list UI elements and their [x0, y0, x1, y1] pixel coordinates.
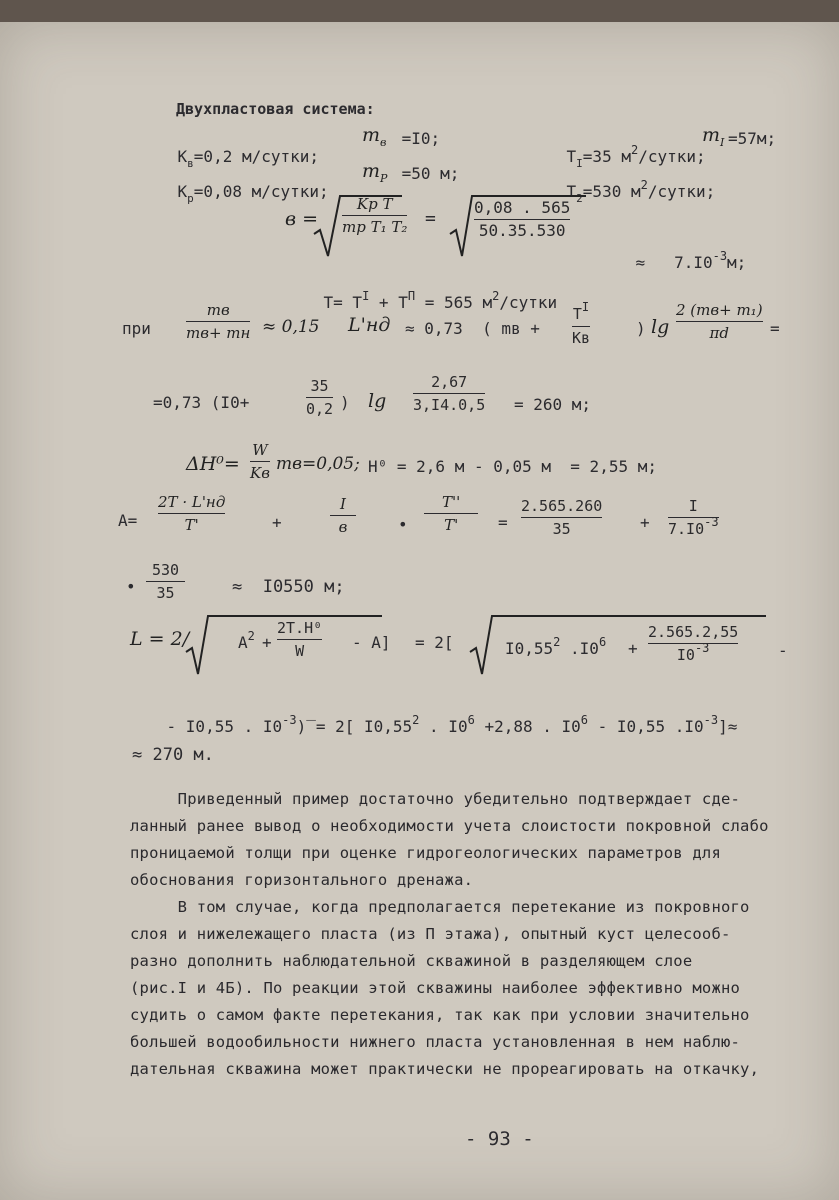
- eq-A-frac2: I в: [330, 494, 356, 537]
- paragraph-line-9: судить о самом факте перетекания, так как при условии значительно: [130, 1006, 750, 1024]
- eq-L-eq2: = 2[: [415, 633, 454, 652]
- eq-L-v1: I0,55$^2$ $.I0^6$: [505, 635, 607, 658]
- paragraph-line-8: (рис.I и 4Б). По реакции этой скважины наиболее эффективно можно: [130, 979, 741, 997]
- paragraph-line-6: слоя и нижележащего пласта (из П этажа), опытный куст целесооб-: [130, 925, 731, 943]
- lnd-symbol: L'нд: [348, 314, 391, 336]
- eq-L-minus-a: - A]: [352, 633, 391, 652]
- eq-10550-dot: •: [126, 577, 136, 596]
- eq-pri-close: ): [636, 319, 646, 338]
- eq-10550-result: ≈ I0550 м;: [232, 577, 345, 597]
- eq-pri-frac: mв mв+ mн: [186, 301, 251, 342]
- eq-260-start: =0,73 (I0+: [153, 393, 250, 412]
- eq-260-frac: 35 0,2: [306, 377, 334, 418]
- eq-260-close: ): [340, 393, 350, 412]
- eq-b-result: ≈ $7.I0^{-3}м$;: [635, 249, 747, 272]
- paragraph-line-10: большей водообильности нижнего пласта установленная в нем наблю-: [130, 1033, 741, 1051]
- paragraph-line-4: обоснования горизонтального дренажа.: [130, 871, 474, 889]
- eq-L-a2: $A^2$: [238, 629, 255, 652]
- eq-L-plus: +: [262, 633, 272, 652]
- kv-subscript: в: [187, 157, 194, 170]
- kv-value: =0,2 м/сутки;: [193, 147, 320, 166]
- eq-b-frac1: Kр T mр T₁ T₂: [342, 195, 408, 236]
- mp-symbol: $m_P$: [362, 160, 388, 185]
- eq-A-frac1: 2T · L'нд T': [158, 493, 226, 534]
- mv-symbol: $m_в$: [362, 124, 387, 149]
- eq-pri-approx: ≈ 0,15: [262, 317, 320, 337]
- lg-symbol: lg: [651, 316, 670, 338]
- m1-symbol: $m_I$: [702, 124, 725, 149]
- kv-symbol: К: [177, 147, 188, 166]
- eq-A-frac4: 2.565.260 35: [521, 497, 603, 538]
- eq-A-equals: =: [498, 513, 508, 532]
- eq-L3: ≈ 270 м.: [132, 745, 214, 765]
- eq-L-frac2: 2.565.2,55 $I0^{-3}$: [648, 623, 739, 664]
- document-page: [0, 22, 839, 1200]
- page-number: - 93 -: [465, 1128, 534, 1150]
- eq-L-frac: 2T.H⁰ W: [277, 619, 323, 660]
- paragraph-line-1: Приведенный пример достаточно убедительно подтверждает сде-: [130, 790, 741, 808]
- eq-L2: - I0,55 . $I0^{-3})̅ = 2$[ I0,55$^2$ . $I0^6 +2,88$ . $I0^6 - I0,55$ $.I0^{-3}]\approx$: [166, 713, 738, 736]
- eq-pri-tfrac: $T^I$ Kв: [572, 300, 591, 347]
- eq-pri-word: при: [122, 319, 151, 338]
- eq-A-plus: +: [272, 513, 282, 532]
- eq-A-plus2: +: [640, 513, 650, 532]
- eq-pri-lgfrac: 2 (mв+ m₁) πd: [676, 301, 763, 342]
- section-heading: Двухпластовая система:: [176, 100, 375, 118]
- eq-pri-tail: =: [770, 319, 780, 338]
- eq-b-equals: =: [425, 208, 436, 229]
- eq-10550-frac: 530 35: [146, 560, 185, 603]
- paragraph-line-2: ланный ранее вывод о необходимости учета слоистости покровной слабо: [130, 817, 769, 835]
- mv-value: =I0;: [392, 129, 441, 148]
- eq-dH-lhs: ΔH⁰=: [186, 453, 240, 475]
- eq-dH-rest: H⁰ = 2,6 м - 0,05 м = 2,55 м;: [368, 457, 657, 476]
- paragraph-line-3: проницаемой толщи при оценке гидрогеологических параметров для: [130, 844, 721, 862]
- m1-value: =57м;: [728, 129, 777, 148]
- eq-pri-approx2: ≈ 0,73 ( mв +: [405, 319, 540, 338]
- eq-b-frac2: 0,08 . 565 50.35.530: [474, 198, 571, 240]
- t1-param: $T_I=35$ $м^2$/сутки;: [566, 143, 706, 170]
- eq-A-frac5: I $7.I0^{-3}$: [668, 497, 719, 538]
- eq-260-result: = 260 м;: [514, 395, 592, 414]
- paragraph-line-11: дательная скважина может практически не прореагировать на откачку,: [130, 1060, 760, 1078]
- eq-A-frac3: T'' T': [424, 492, 478, 535]
- param-line-2: $К_р=0,08$ м/сутки;: [177, 182, 329, 205]
- t2-param: $T_2=530$ $м^2$/сутки;: [566, 178, 716, 205]
- eq-b-lhs: в =: [285, 208, 319, 230]
- eq-260-lgfrac: 2,67 3,I4.0,5: [413, 373, 486, 414]
- eq-L-tail: -: [778, 641, 788, 660]
- eq-A-dot: •: [398, 515, 408, 534]
- eq-A-lhs: A=: [118, 511, 138, 530]
- mp-value: =50 м;: [392, 164, 460, 183]
- paragraph-line-5: В том случае, когда предполагается перетекание из покровного: [130, 898, 750, 916]
- eq-L-lhs: L = 2/: [130, 628, 190, 650]
- eq-L-plus2: +: [628, 639, 638, 658]
- eq-T: $T= T^I + T^П = 565$ $м^2$/сутки: [323, 289, 558, 312]
- eq-dH-frac: W Kв: [250, 441, 270, 482]
- lg-symbol-2: lg: [368, 390, 387, 412]
- paragraph-line-7: разно дополнить наблюдательной скважиной в разделяющем слое: [130, 952, 693, 970]
- eq-dH-mid: mв=0,05;: [276, 454, 360, 474]
